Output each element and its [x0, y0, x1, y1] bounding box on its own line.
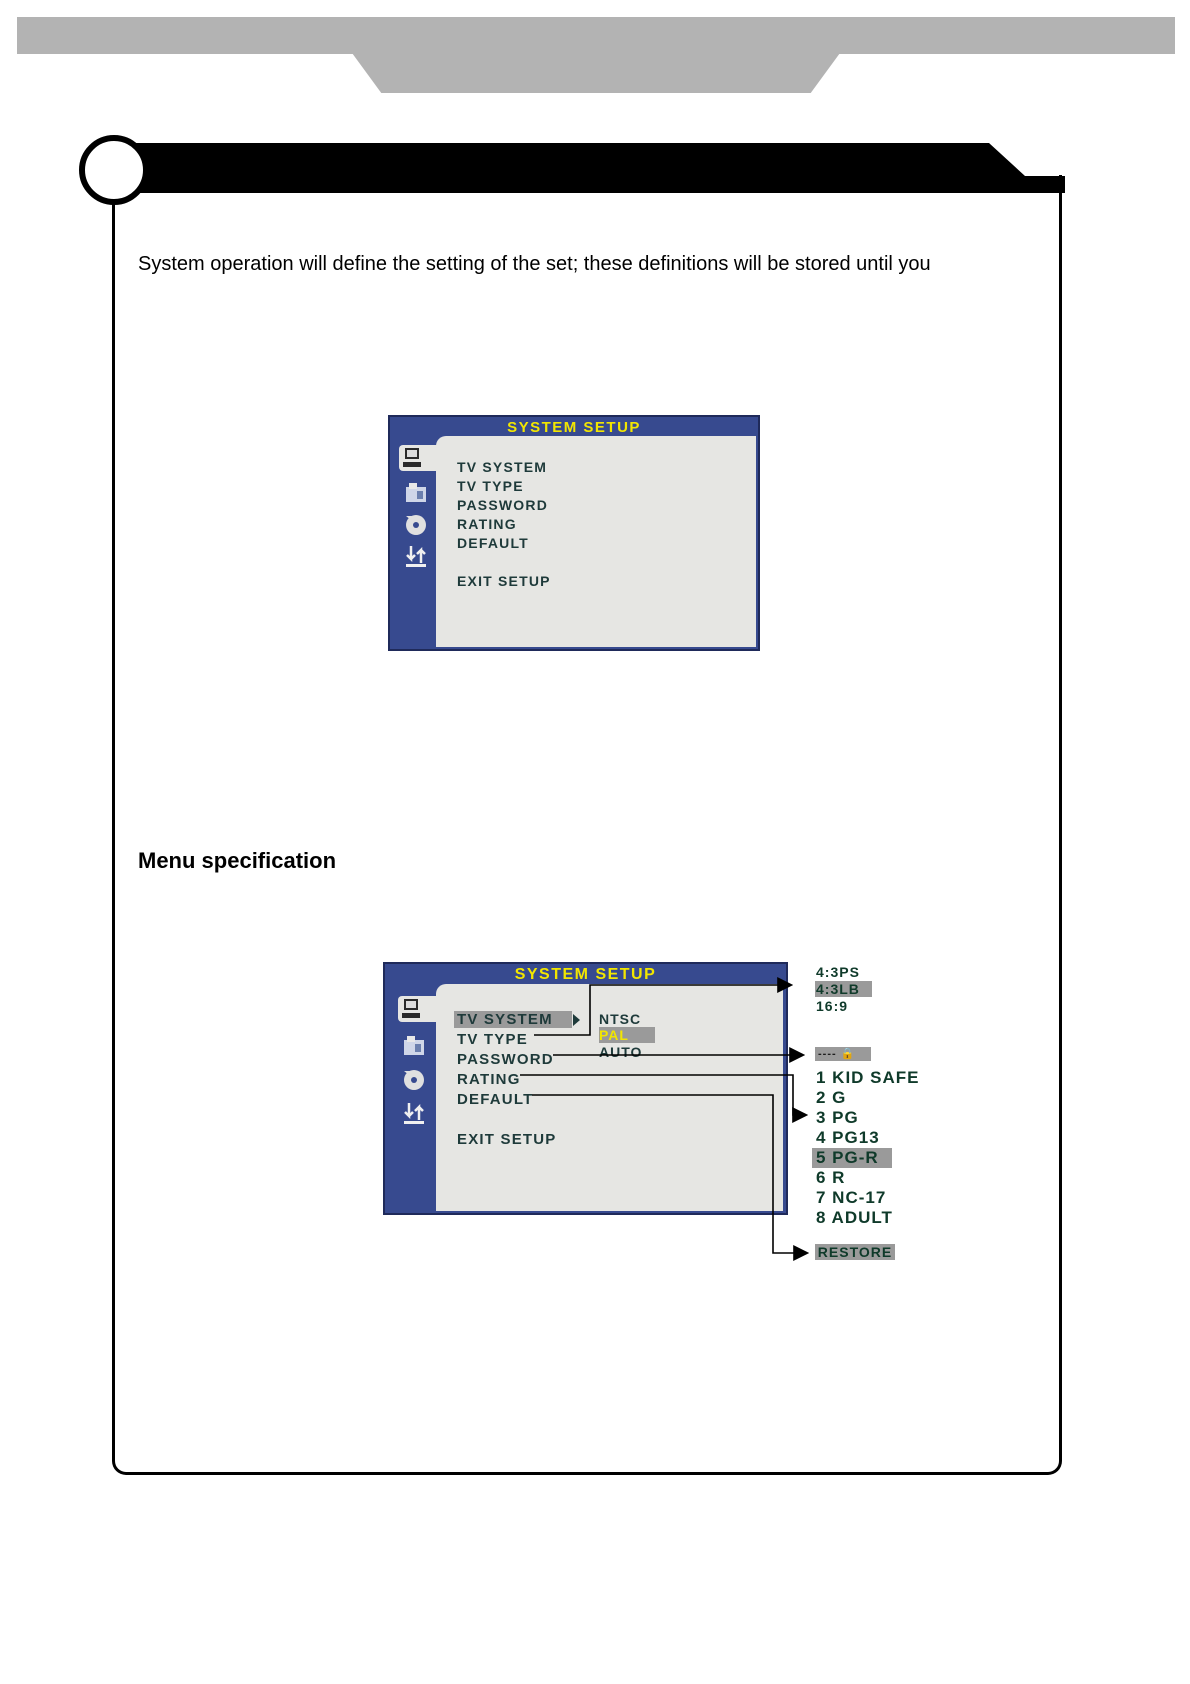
menu-item-password[interactable]: PASSWORD — [457, 497, 549, 513]
menu-item-default[interactable]: DEFAULT — [457, 535, 529, 551]
menu-item-exit-setup[interactable]: EXIT SETUP — [457, 573, 551, 589]
menu-item-tv-system[interactable]: TV SYSTEM — [457, 459, 548, 475]
tv-system-option-ntsc[interactable]: NTSC — [599, 1011, 642, 1027]
tv-type-option-4-3ps[interactable]: 4:3PS — [816, 964, 860, 980]
tv-type-option-4-3lb[interactable]: 4:3LB — [815, 981, 872, 997]
rating-option-2[interactable]: 2 G — [816, 1088, 847, 1107]
osd-title: SYSTEM SETUP — [514, 966, 657, 983]
rating-option-6[interactable]: 6 R — [816, 1168, 846, 1187]
rating-option-3[interactable]: 3 PG — [816, 1108, 859, 1127]
restore-button[interactable]: RESTORE — [815, 1244, 895, 1260]
menu-item-tv-type[interactable]: TV TYPE — [457, 1031, 528, 1048]
rating-option-4[interactable]: 4 PG13 — [816, 1128, 880, 1147]
menu-item-rating[interactable]: RATING — [457, 516, 517, 532]
password-input[interactable]: ---- 🔒 — [815, 1047, 871, 1061]
menu-item-rating[interactable]: RATING — [457, 1071, 521, 1088]
rating-option-8[interactable]: 8 ADULT — [816, 1208, 893, 1227]
rating-option-1[interactable]: 1 KID SAFE — [816, 1068, 920, 1087]
menu-item-tv-system[interactable]: TV SYSTEM — [454, 1011, 572, 1028]
intro-paragraph: System operation will define the setting of the set; these definitions will be stored until you — [138, 253, 931, 275]
tv-system-option-pal[interactable]: PAL — [599, 1027, 655, 1043]
menu-item-tv-type[interactable]: TV TYPE — [457, 478, 524, 494]
menu-item-default[interactable]: DEFAULT — [457, 1091, 534, 1108]
menu-item-exit-setup[interactable]: EXIT SETUP — [457, 1131, 557, 1148]
rating-option-7[interactable]: 7 NC-17 — [816, 1188, 887, 1207]
tv-type-option-16-9[interactable]: 16:9 — [816, 998, 849, 1014]
menu-spec-heading: Menu specification — [138, 848, 337, 873]
osd-title: SYSTEM SETUP — [507, 419, 641, 436]
rating-option-5[interactable]: 5 PG-R — [812, 1148, 892, 1168]
tv-system-option-auto[interactable]: AUTO — [599, 1044, 643, 1060]
menu-item-password[interactable]: PASSWORD — [457, 1051, 554, 1068]
